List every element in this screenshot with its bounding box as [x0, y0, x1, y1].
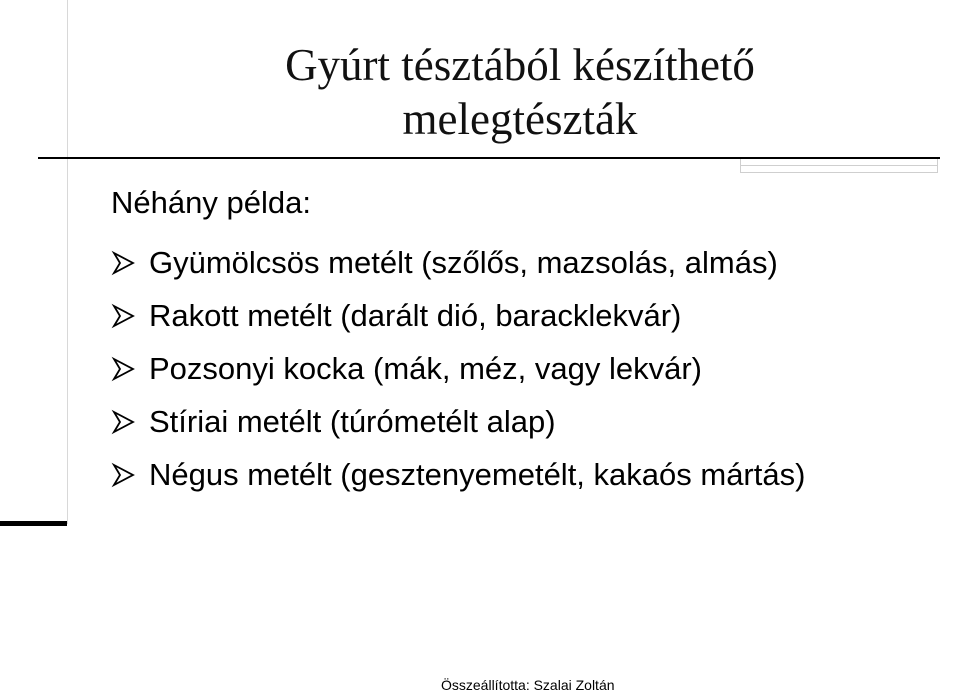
arrow-bullet-icon [111, 301, 137, 331]
list-item-text: Stíriai metélt (túrómetélt alap) [149, 403, 556, 439]
title-divider-decoration [740, 159, 938, 173]
list-item [111, 448, 805, 501]
bullet-list [111, 236, 805, 501]
list-item [111, 342, 805, 395]
left-decorative-line [67, 0, 68, 524]
list-item [111, 236, 805, 289]
slide-title-line-2: melegtészták [402, 94, 638, 144]
footer-author: Összeállította: Szalai Zoltán [441, 677, 615, 693]
list-item-text: Pozsonyi kocka (mák, méz, vagy lekvár) [149, 350, 703, 386]
list-item [111, 289, 805, 342]
list-item-text: Rakott metélt (darált dió, baracklekvár) [149, 297, 682, 333]
list-item-text: Négus metélt (gesztenyemetélt, kakaós mártás) [149, 456, 806, 492]
slide-title-line-1: Gyúrt tésztából készíthető [285, 40, 755, 90]
intro-text: Néhány példa: [111, 185, 311, 220]
list-item [111, 395, 805, 448]
arrow-bullet-icon [111, 248, 137, 278]
arrow-bullet-icon [111, 460, 137, 490]
list-item-text: Gyümölcsös metélt (szőlős, mazsolás, almás) [149, 244, 778, 280]
arrow-bullet-icon [111, 354, 137, 384]
slide-title [80, 38, 960, 146]
arrow-bullet-icon [111, 407, 137, 437]
left-decorative-bar [0, 521, 67, 526]
